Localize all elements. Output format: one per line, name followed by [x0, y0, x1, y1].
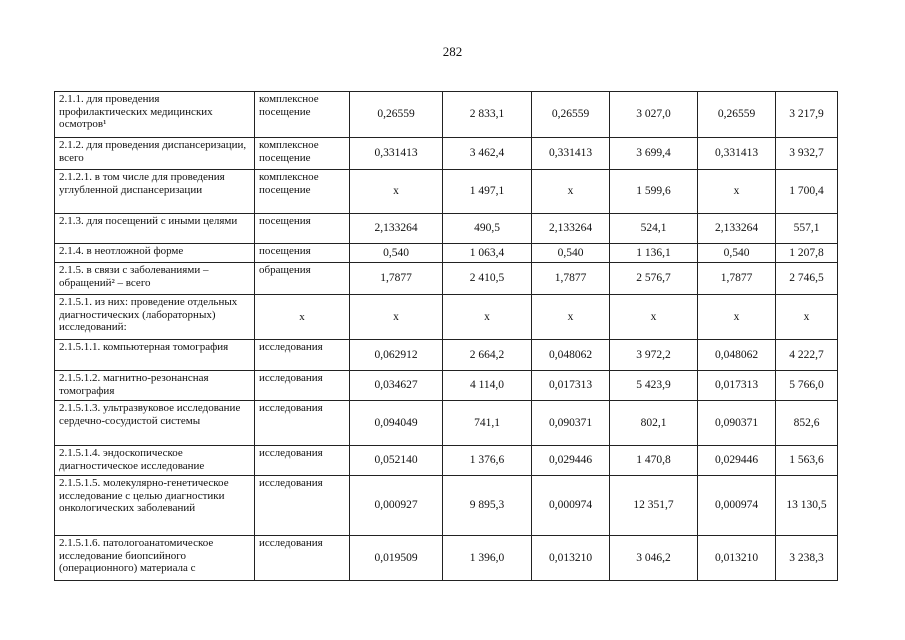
value-cell: 2 576,7 [610, 263, 698, 295]
row-unit: комплексное посещение [255, 170, 350, 214]
value-cell: 0,000974 [532, 476, 610, 536]
value-cell: 3 046,2 [610, 536, 698, 581]
value-cell: 0,013210 [698, 536, 776, 581]
value-cell: 13 130,5 [776, 476, 838, 536]
value-cell: 0,034627 [350, 371, 443, 401]
row-name: 2.1.5.1. из них: проведение отдельных диагностических (лабораторных) исследований: [55, 295, 255, 340]
table-row [55, 295, 838, 340]
value-cell: 3 217,9 [776, 92, 838, 138]
value-cell: 2,133264 [698, 214, 776, 244]
table-row [55, 263, 838, 295]
value-cell: х [610, 295, 698, 340]
row-name: 2.1.5.1.1. компьютерная томография [55, 340, 255, 371]
page-number: 282 [442, 44, 463, 59]
row-unit: исследования [255, 536, 350, 581]
table-row [55, 401, 838, 446]
value-cell: 802,1 [610, 401, 698, 446]
row-name: 2.1.4. в неотложной форме [55, 244, 255, 263]
row-name: 2.1.5.1.3. ультразвуковое исследование сердечно-сосудистой системы [55, 401, 255, 446]
value-cell: 0,000974 [698, 476, 776, 536]
value-cell: 3 932,7 [776, 138, 838, 170]
row-name: 2.1.5.1.5. молекулярно-генетическое исследование с целью диагностики онкологических заболеваний [55, 476, 255, 536]
value-cell: 3 699,4 [610, 138, 698, 170]
row-name: 2.1.5. в связи с заболеваниями – обращений² – всего [55, 263, 255, 295]
table-row [55, 214, 838, 244]
value-cell: 0,540 [350, 244, 443, 263]
value-cell: 0,052140 [350, 446, 443, 476]
row-unit: исследования [255, 446, 350, 476]
value-cell: 0,090371 [532, 401, 610, 446]
value-cell: х [532, 295, 610, 340]
value-cell: 0,029446 [532, 446, 610, 476]
value-cell: 1 700,4 [776, 170, 838, 214]
value-cell: 1 063,4 [443, 244, 532, 263]
value-cell: 0,26559 [698, 92, 776, 138]
row-unit: исследования [255, 476, 350, 536]
row-name: 2.1.5.1.6. патологоанатомическое исследование биопсийного (операционного) материала с [55, 536, 255, 581]
value-cell: 0,000927 [350, 476, 443, 536]
row-name: 2.1.2. для проведения диспансеризации, всего [55, 138, 255, 170]
value-cell: 1 376,6 [443, 446, 532, 476]
value-cell: 1 599,6 [610, 170, 698, 214]
value-cell: 1 207,8 [776, 244, 838, 263]
row-name: 2.1.5.1.2. магнитно-резонансная томография [55, 371, 255, 401]
value-cell: 3 238,3 [776, 536, 838, 581]
value-cell: 1,7877 [698, 263, 776, 295]
value-cell: 0,017313 [698, 371, 776, 401]
row-unit: посещения [255, 214, 350, 244]
value-cell: 4 114,0 [443, 371, 532, 401]
value-cell: 557,1 [776, 214, 838, 244]
row-unit: комплексное посещение [255, 138, 350, 170]
row-unit: комплексное посещение [255, 92, 350, 138]
value-cell: 9 895,3 [443, 476, 532, 536]
value-cell: 3 972,2 [610, 340, 698, 371]
table-row [55, 170, 838, 214]
value-cell: 0,331413 [698, 138, 776, 170]
value-cell: 1,7877 [350, 263, 443, 295]
row-unit: исследования [255, 401, 350, 446]
value-cell: 2 746,5 [776, 263, 838, 295]
value-cell: 0,331413 [532, 138, 610, 170]
value-cell: 524,1 [610, 214, 698, 244]
value-cell: 1 136,1 [610, 244, 698, 263]
value-cell: 1 470,8 [610, 446, 698, 476]
value-cell: 12 351,7 [610, 476, 698, 536]
value-cell: 2,133264 [532, 214, 610, 244]
value-cell: 0,540 [698, 244, 776, 263]
value-cell: 0,029446 [698, 446, 776, 476]
row-unit: х [255, 295, 350, 340]
value-cell: 4 222,7 [776, 340, 838, 371]
value-cell: 1 396,0 [443, 536, 532, 581]
table-row [55, 446, 838, 476]
value-cell: 3 462,4 [443, 138, 532, 170]
standards-table [54, 91, 838, 581]
value-cell: х [350, 170, 443, 214]
value-cell: 5 423,9 [610, 371, 698, 401]
table-row [55, 340, 838, 371]
value-cell: 0,013210 [532, 536, 610, 581]
value-cell: 2 833,1 [443, 92, 532, 138]
row-name: 2.1.1. для проведения профилактических медицинских осмотров¹ [55, 92, 255, 138]
value-cell: 2 410,5 [443, 263, 532, 295]
value-cell: 0,26559 [350, 92, 443, 138]
value-cell: х [698, 170, 776, 214]
value-cell: 0,094049 [350, 401, 443, 446]
table-row [55, 371, 838, 401]
row-unit: исследования [255, 340, 350, 371]
row-name: 2.1.3. для посещений с иными целями [55, 214, 255, 244]
table-row [55, 536, 838, 581]
row-name: 2.1.5.1.4. эндоскопическое диагностическое исследование [55, 446, 255, 476]
value-cell: 1,7877 [532, 263, 610, 295]
value-cell: 0,540 [532, 244, 610, 263]
value-cell: 1 563,6 [776, 446, 838, 476]
value-cell: 0,331413 [350, 138, 443, 170]
value-cell: 0,090371 [698, 401, 776, 446]
value-cell: 1 497,1 [443, 170, 532, 214]
value-cell: 2 664,2 [443, 340, 532, 371]
value-cell: 5 766,0 [776, 371, 838, 401]
value-cell: 2,133264 [350, 214, 443, 244]
row-unit: посещения [255, 244, 350, 263]
value-cell: 0,019509 [350, 536, 443, 581]
value-cell: х [443, 295, 532, 340]
table-row [55, 138, 838, 170]
value-cell: 490,5 [443, 214, 532, 244]
value-cell: 852,6 [776, 401, 838, 446]
value-cell: х [350, 295, 443, 340]
value-cell: 0,062912 [350, 340, 443, 371]
table-row [55, 244, 838, 263]
row-unit: исследования [255, 371, 350, 401]
row-unit: обращения [255, 263, 350, 295]
value-cell: 0,26559 [532, 92, 610, 138]
value-cell: 741,1 [443, 401, 532, 446]
value-cell: 0,048062 [698, 340, 776, 371]
row-name: 2.1.2.1. в том числе для проведения углубленной диспансеризации [55, 170, 255, 214]
table-row [55, 92, 838, 138]
value-cell: 0,048062 [532, 340, 610, 371]
value-cell: 0,017313 [532, 371, 610, 401]
value-cell: 3 027,0 [610, 92, 698, 138]
value-cell: х [532, 170, 610, 214]
value-cell: х [776, 295, 838, 340]
table-row [55, 476, 838, 536]
value-cell: х [698, 295, 776, 340]
